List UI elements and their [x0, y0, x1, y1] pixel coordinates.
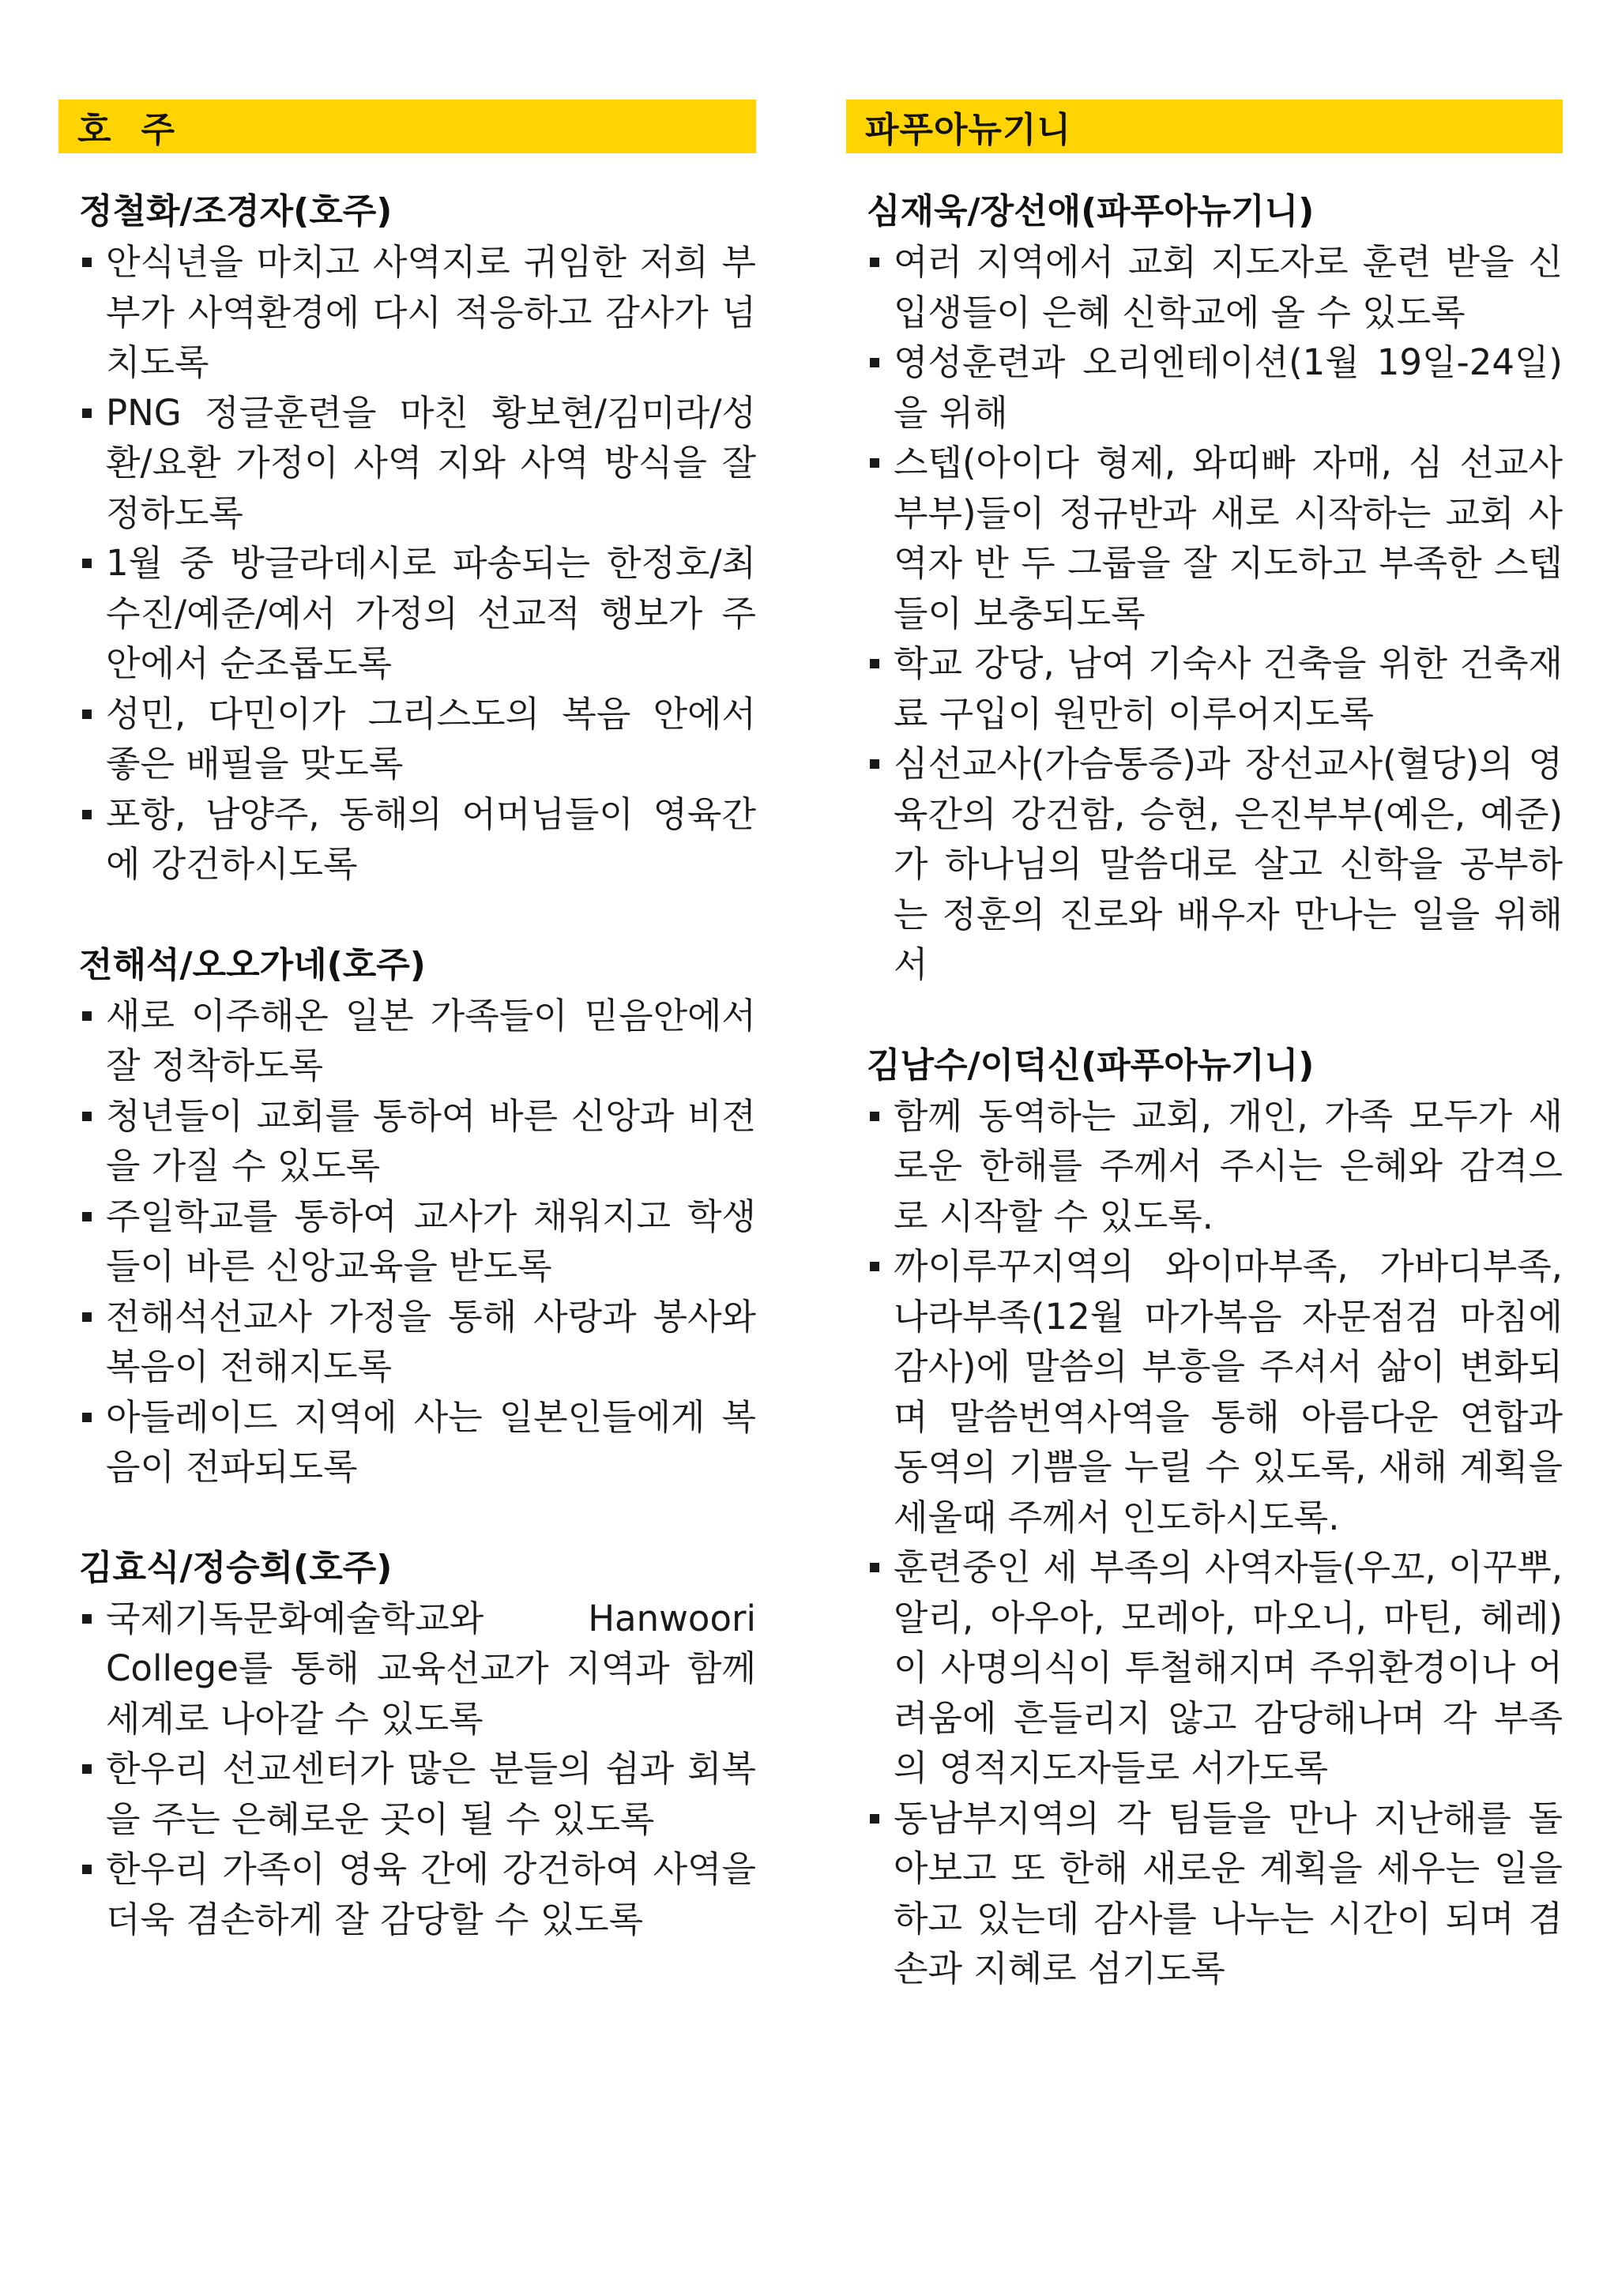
bullet-icon — [82, 408, 92, 418]
prayer-item: 국제기독문화예술학교와 Hanwoori College를 통해 교육선교가 지역과 함께 세계로 나아갈 수 있도록 — [79, 1594, 756, 1745]
prayer-item: 한우리 가족이 영육 간에 강건하여 사역을 더욱 겸손하게 잘 감당할 수 있도록 — [79, 1844, 756, 1944]
family-name: 정철화/조경자(호주) — [79, 191, 393, 231]
prayer-item: 심선교사(가슴통증)과 장선교사(혈당)의 영육간의 강건함, 승현, 은진부부(예은, 예준)가 하나님의 말씀대로 살고 신학을 공부하는 정훈의 진로와 배우자 만나는 일을 위해서 — [867, 739, 1563, 990]
bullet-icon — [82, 1112, 92, 1121]
prayer-item: 영성훈련과 오리엔테이션(1월 19일-24일)을 위해 — [867, 337, 1563, 438]
family-block — [846, 1041, 1563, 1994]
bullet-icon — [870, 1112, 879, 1121]
section-title: 호주 — [77, 110, 205, 150]
bullet-icon — [82, 1614, 92, 1624]
family-name: 심재욱/장선애(파푸아뉴기니) — [867, 191, 1315, 231]
prayer-item: 아들레이드 지역에 사는 일본인들에게 복음이 전파되도록 — [79, 1392, 756, 1492]
bullet-icon — [82, 1212, 92, 1221]
bullet-icon — [82, 1413, 92, 1422]
prayer-item: PNG 정글훈련을 마친 황보현/김미라/성환/요환 가정이 사역 지와 사역 방식을 잘 정하도록 — [79, 388, 756, 539]
bullet-icon — [870, 458, 879, 468]
family-name: 김남수/이덕신(파푸아뉴기니) — [867, 1044, 1315, 1086]
prayer-item: 한우리 선교센터가 많은 분들의 쉼과 회복을 주는 은혜로운 곳이 될 수 있도록 — [79, 1744, 756, 1844]
bullet-icon — [870, 759, 879, 769]
prayer-item: 청년들이 교회를 통하여 바른 신앙과 비젼을 가질 수 있도록 — [79, 1091, 756, 1191]
prayer-list — [846, 237, 1563, 990]
prayer-item: 포항, 남양주, 동해의 어머님들이 영육간에 강건하시도록 — [79, 789, 756, 890]
bullet-icon — [870, 1814, 879, 1824]
bullet-icon — [870, 358, 879, 367]
section-australia — [58, 100, 756, 1995]
bullet-icon — [82, 1764, 92, 1774]
section-title: 파푸아뉴기니 — [865, 110, 1072, 150]
family-block — [58, 186, 756, 890]
prayer-item: 주일학교를 통하여 교사가 채워지고 학생들이 바른 신앙교육을 받도록 — [79, 1191, 756, 1292]
family-block — [58, 940, 756, 1492]
family-name: 전해석/오오가네(호주) — [79, 944, 426, 985]
prayer-item: 안식년을 마치고 사역지로 귀임한 저희 부부가 사역환경에 다시 적응하고 감사가 넘치도록 — [79, 237, 756, 388]
family-block — [846, 186, 1563, 990]
section-header-australia — [58, 100, 756, 153]
bullet-icon — [82, 710, 92, 719]
prayer-list — [58, 237, 756, 890]
prayer-item: 새로 이주해온 일본 가족들이 믿음안에서 잘 정착하도록 — [79, 991, 756, 1091]
section-header-png — [846, 100, 1563, 153]
family-name: 김효식/정승희(호주) — [79, 1547, 393, 1588]
prayer-item: 훈련중인 세 부족의 사역자들(우꼬, 이꾸뿌, 알리, 아우아, 모레아, 마오니, 마틴, 헤레)이 사명의식이 투철해지며 주위환경이나 어려움에 흔들리지 않고 감당해나며 각 부족의 영적지도자들로 서가도록 — [867, 1542, 1563, 1794]
prayer-item: 동남부지역의 각 팀들을 만나 지난해를 돌아보고 또 한해 새로운 계획을 세우는 일을 하고 있는데 감사를 나누는 시간이 되며 겸손과 지혜로 섬기도록 — [867, 1794, 1563, 1994]
section-papua-new-guinea — [846, 100, 1563, 2045]
bullet-icon — [82, 1312, 92, 1322]
bullet-icon — [82, 1865, 92, 1874]
prayer-list — [58, 1594, 756, 1945]
prayer-item: 학교 강당, 남여 기숙사 건축을 위한 건축재료 구입이 원만히 이루어지도록 — [867, 638, 1563, 739]
bullet-icon — [870, 1563, 879, 1572]
prayer-item: 성민, 다민이가 그리스도의 복음 안에서 좋은 배필을 맞도록 — [79, 689, 756, 789]
prayer-item: 까이루꾸지역의 와이마부족, 가바디부족, 나라부족(12월 마가복음 자문점검 마침에 감사)에 말씀의 부흥을 주셔서 삶이 변화되며 말씀번역사역을 통해 아름다운 연합과 동역의 기쁨을 누릴 수 있도록, 새해 계획을 세울때 주께서 인도하시도록. — [867, 1241, 1563, 1542]
bullet-icon — [82, 1011, 92, 1021]
bullet-icon — [82, 810, 92, 819]
bullet-icon — [82, 258, 92, 267]
bullet-icon — [870, 659, 879, 668]
prayer-item: 전해석선교사 가정을 통해 사랑과 봉사와 복음이 전해지도록 — [79, 1292, 756, 1392]
prayer-item: 함께 동역하는 교회, 개인, 가족 모두가 새로운 한해를 주께서 주시는 은혜와 감격으로 시작할 수 있도록. — [867, 1091, 1563, 1242]
family-block — [58, 1543, 756, 1945]
prayer-item: 1월 중 방글라데시로 파송되는 한정호/최수진/예준/예서 가정의 선교적 행보가 주안에서 순조롭도록 — [79, 538, 756, 689]
prayer-list — [58, 991, 756, 1492]
prayer-item: 스텝(아이다 형제, 와띠빠 자매, 심 선교사 부부)들이 정규반과 새로 시작하는 교회 사역자 반 두 그룹을 잘 지도하고 부족한 스텝들이 보충되도록 — [867, 438, 1563, 638]
bullet-icon — [870, 1262, 879, 1271]
bullet-icon — [82, 559, 92, 568]
prayer-list — [846, 1091, 1563, 1994]
prayer-item: 여러 지역에서 교회 지도자로 훈련 받을 신입생들이 은혜 신학교에 올 수 있도록 — [867, 237, 1563, 337]
bullet-icon — [870, 258, 879, 267]
